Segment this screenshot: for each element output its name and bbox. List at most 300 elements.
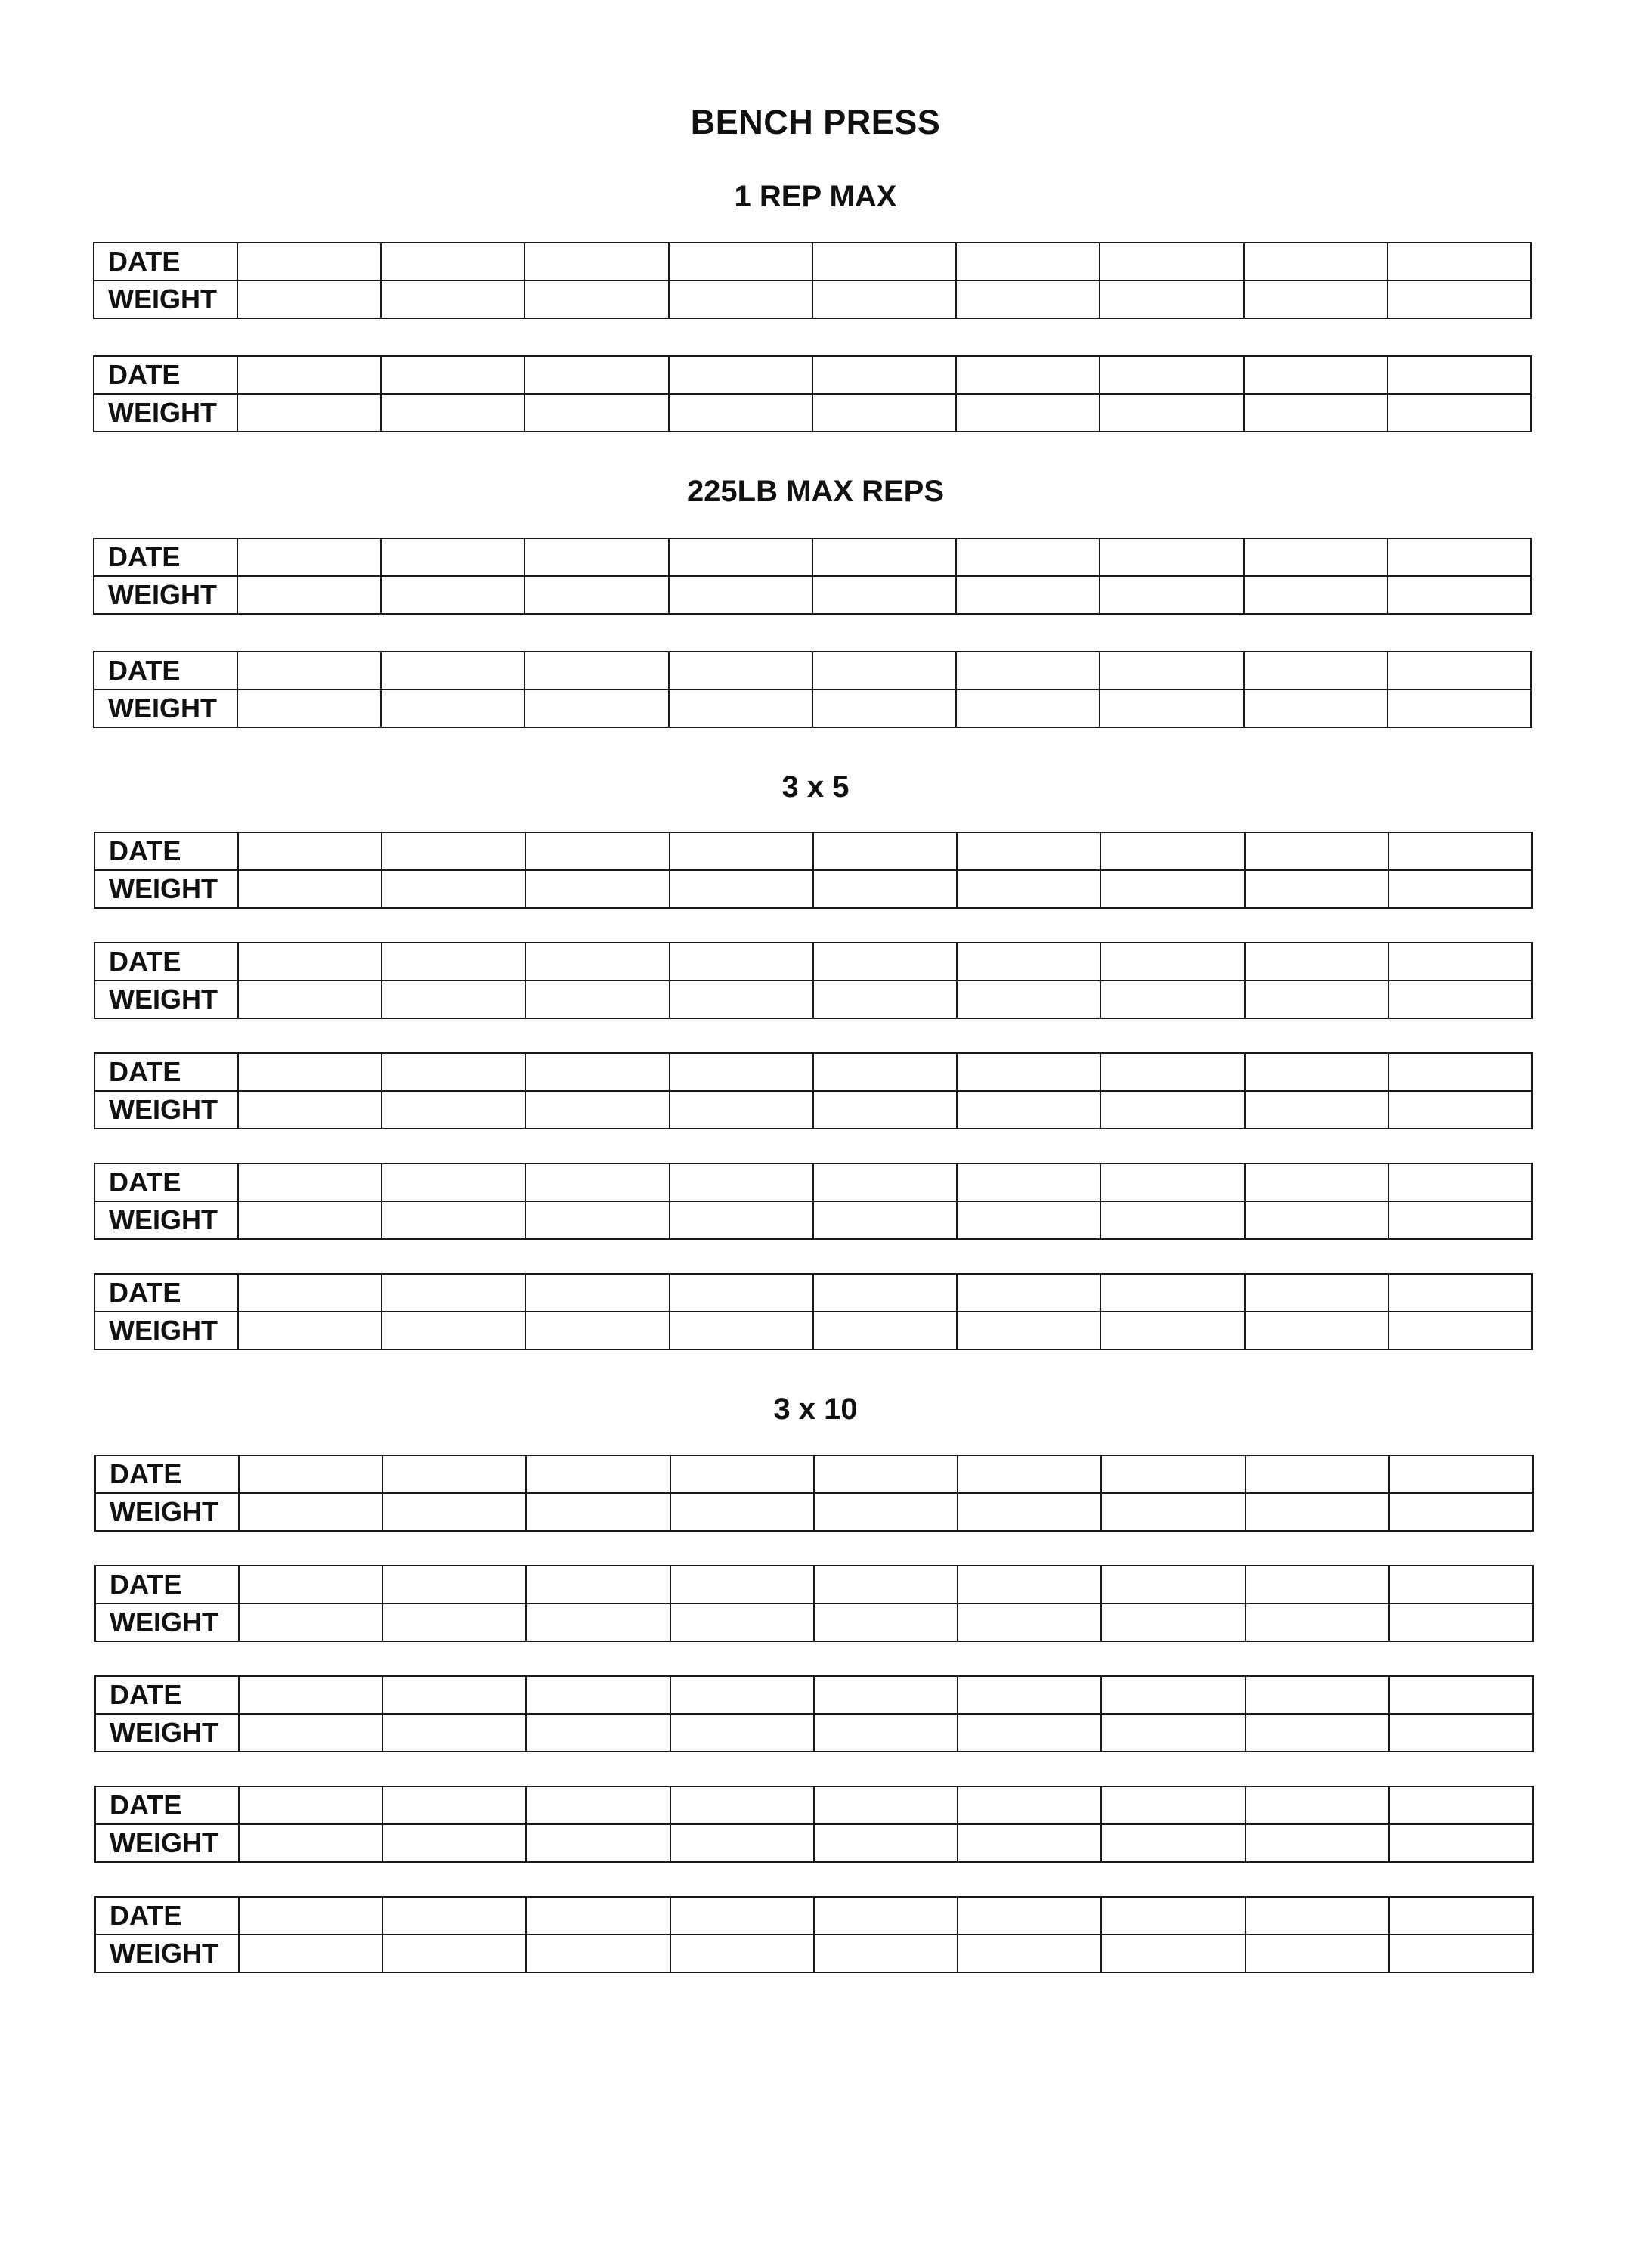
weight-cell[interactable]	[237, 280, 381, 318]
date-cell[interactable]	[1389, 1566, 1533, 1603]
weight-cell[interactable]	[957, 870, 1100, 908]
weight-cell[interactable]	[1100, 394, 1243, 432]
weight-cell[interactable]	[958, 1714, 1101, 1752]
weight-cell[interactable]	[382, 1714, 526, 1752]
date-cell[interactable]	[382, 1053, 525, 1091]
date-cell[interactable]	[814, 1676, 958, 1714]
date-cell[interactable]	[670, 1676, 814, 1714]
date-cell[interactable]	[1244, 243, 1388, 280]
weight-cell[interactable]	[813, 870, 957, 908]
date-cell[interactable]	[813, 1274, 957, 1312]
weight-cell[interactable]	[1100, 1312, 1244, 1349]
date-cell[interactable]	[958, 1676, 1101, 1714]
weight-cell[interactable]	[1246, 1824, 1389, 1862]
log-table	[93, 242, 1532, 319]
weight-cell[interactable]	[1245, 1091, 1388, 1129]
weight-cell[interactable]	[813, 981, 957, 1018]
weight-cell[interactable]	[670, 1824, 814, 1862]
weight-row	[94, 576, 1531, 614]
weight-cell[interactable]	[814, 1603, 958, 1641]
date-cell[interactable]	[670, 1566, 814, 1603]
date-cell[interactable]	[1246, 1566, 1389, 1603]
date-cell[interactable]	[669, 356, 812, 394]
date-label: DATE	[94, 538, 237, 576]
weight-cell[interactable]	[1100, 280, 1243, 318]
date-cell[interactable]	[382, 1566, 526, 1603]
date-cell[interactable]	[1388, 1053, 1532, 1091]
weight-cell[interactable]	[1100, 870, 1244, 908]
date-cell[interactable]	[1388, 832, 1532, 870]
date-cell[interactable]	[1101, 1897, 1245, 1935]
weight-cell[interactable]	[1246, 1603, 1389, 1641]
weight-cell[interactable]	[670, 1312, 813, 1349]
date-cell[interactable]	[1100, 832, 1244, 870]
weight-cell[interactable]	[1245, 1201, 1388, 1239]
weight-cell[interactable]	[382, 870, 525, 908]
weight-cell[interactable]	[670, 870, 813, 908]
date-cell[interactable]	[239, 1897, 382, 1935]
weight-cell[interactable]	[1101, 1603, 1245, 1641]
date-cell[interactable]	[1245, 1163, 1388, 1201]
weight-cell[interactable]	[239, 1714, 382, 1752]
date-cell[interactable]	[381, 243, 525, 280]
weight-cell[interactable]	[238, 1091, 382, 1129]
date-cell[interactable]	[382, 1163, 525, 1201]
weight-cell[interactable]	[670, 1603, 814, 1641]
weight-cell[interactable]	[526, 1824, 670, 1862]
weight-cell[interactable]	[382, 1312, 525, 1349]
weight-label: WEIGHT	[95, 1603, 239, 1641]
date-cell[interactable]	[957, 943, 1100, 981]
weight-cell[interactable]	[1388, 1201, 1532, 1239]
date-cell[interactable]	[237, 356, 381, 394]
date-cell[interactable]	[381, 538, 525, 576]
weight-cell[interactable]	[1388, 981, 1532, 1018]
weight-cell[interactable]	[669, 280, 812, 318]
date-cell[interactable]	[238, 1163, 382, 1201]
date-cell[interactable]	[957, 1274, 1100, 1312]
date-cell[interactable]	[239, 1455, 382, 1493]
date-cell[interactable]	[813, 1163, 957, 1201]
weight-cell[interactable]	[382, 1493, 526, 1531]
date-cell[interactable]	[1388, 356, 1531, 394]
weight-cell[interactable]	[381, 576, 525, 614]
weight-cell[interactable]	[956, 394, 1100, 432]
date-cell[interactable]	[956, 538, 1100, 576]
date-cell[interactable]	[1246, 1786, 1389, 1824]
date-cell[interactable]	[812, 538, 956, 576]
date-cell[interactable]	[957, 1163, 1100, 1201]
weight-cell[interactable]	[958, 1935, 1101, 1972]
date-row	[94, 1053, 1532, 1091]
date-cell[interactable]	[1245, 832, 1388, 870]
weight-cell[interactable]	[525, 1091, 669, 1129]
weight-cell[interactable]	[525, 1312, 669, 1349]
date-cell[interactable]	[237, 538, 381, 576]
date-cell[interactable]	[669, 538, 812, 576]
weight-cell[interactable]	[1389, 1714, 1533, 1752]
date-cell[interactable]	[669, 243, 812, 280]
date-label: DATE	[94, 243, 237, 280]
date-cell[interactable]	[812, 243, 956, 280]
date-cell[interactable]	[1389, 1786, 1533, 1824]
date-cell[interactable]	[382, 1676, 526, 1714]
weight-cell[interactable]	[812, 280, 956, 318]
date-label: DATE	[95, 1455, 239, 1493]
weight-cell[interactable]	[957, 981, 1100, 1018]
weight-cell[interactable]	[812, 689, 956, 727]
weight-cell[interactable]	[1100, 1201, 1244, 1239]
weight-cell[interactable]	[382, 1824, 526, 1862]
date-cell[interactable]	[1389, 1676, 1533, 1714]
weight-cell[interactable]	[670, 1714, 814, 1752]
weight-cell[interactable]	[958, 1603, 1101, 1641]
date-cell[interactable]	[1244, 356, 1388, 394]
weight-cell[interactable]	[238, 1312, 382, 1349]
date-label: DATE	[95, 1676, 239, 1714]
weight-cell[interactable]	[525, 280, 668, 318]
weight-cell[interactable]	[1245, 1312, 1388, 1349]
date-cell[interactable]	[956, 243, 1100, 280]
date-cell[interactable]	[956, 356, 1100, 394]
date-cell[interactable]	[812, 356, 956, 394]
weight-row	[94, 1091, 1532, 1129]
date-cell[interactable]	[526, 1566, 670, 1603]
weight-cell[interactable]	[238, 981, 382, 1018]
log-table	[94, 1163, 1533, 1240]
weight-cell[interactable]	[812, 394, 956, 432]
date-cell[interactable]	[237, 652, 381, 689]
weight-cell[interactable]	[238, 870, 382, 908]
weight-cell[interactable]	[1389, 1603, 1533, 1641]
date-cell[interactable]	[382, 1274, 525, 1312]
weight-cell[interactable]	[669, 576, 812, 614]
date-cell[interactable]	[238, 832, 382, 870]
weight-cell[interactable]	[1246, 1493, 1389, 1531]
weight-cell[interactable]	[1388, 280, 1531, 318]
date-cell[interactable]	[1100, 243, 1243, 280]
date-cell[interactable]	[814, 1455, 958, 1493]
weight-cell[interactable]	[957, 1312, 1100, 1349]
date-label: DATE	[94, 1053, 238, 1091]
date-cell[interactable]	[526, 1455, 670, 1493]
date-cell[interactable]	[1388, 652, 1531, 689]
date-cell[interactable]	[670, 1455, 814, 1493]
weight-cell[interactable]	[1388, 689, 1531, 727]
date-cell[interactable]	[1100, 652, 1243, 689]
weight-cell[interactable]	[1389, 1824, 1533, 1862]
date-cell[interactable]	[1245, 1274, 1388, 1312]
weight-cell[interactable]	[813, 1312, 957, 1349]
date-row	[94, 538, 1531, 576]
weight-cell[interactable]	[670, 1935, 814, 1972]
date-cell[interactable]	[525, 832, 669, 870]
date-cell[interactable]	[813, 1053, 957, 1091]
weight-cell[interactable]	[382, 1603, 526, 1641]
weight-row	[94, 689, 1531, 727]
date-cell[interactable]	[1100, 943, 1244, 981]
weight-cell[interactable]	[1389, 1935, 1533, 1972]
section-heading-3x10: 3 x 10	[773, 1393, 858, 1426]
date-row	[95, 1676, 1533, 1714]
date-cell[interactable]	[956, 652, 1100, 689]
date-cell[interactable]	[382, 1786, 526, 1824]
weight-cell[interactable]	[1244, 394, 1388, 432]
date-cell[interactable]	[239, 1566, 382, 1603]
weight-cell[interactable]	[525, 870, 669, 908]
date-cell[interactable]	[814, 1897, 958, 1935]
weight-cell[interactable]	[525, 1201, 669, 1239]
weight-cell[interactable]	[237, 576, 381, 614]
weight-cell[interactable]	[1246, 1935, 1389, 1972]
weight-cell[interactable]	[670, 1091, 813, 1129]
weight-cell[interactable]	[1100, 689, 1243, 727]
weight-row	[94, 1312, 1532, 1349]
date-cell[interactable]	[526, 1676, 670, 1714]
date-cell[interactable]	[670, 1897, 814, 1935]
date-cell[interactable]	[957, 1053, 1100, 1091]
weight-cell[interactable]	[1244, 280, 1388, 318]
weight-cell[interactable]	[813, 1201, 957, 1239]
date-cell[interactable]	[382, 1897, 526, 1935]
weight-cell[interactable]	[382, 1935, 526, 1972]
log-table	[94, 1786, 1534, 1863]
weight-cell[interactable]	[1245, 981, 1388, 1018]
date-cell[interactable]	[381, 652, 525, 689]
weight-cell[interactable]	[381, 394, 525, 432]
weight-cell[interactable]	[1388, 870, 1532, 908]
date-cell[interactable]	[812, 652, 956, 689]
weight-cell[interactable]	[239, 1935, 382, 1972]
date-cell[interactable]	[238, 1053, 382, 1091]
weight-cell[interactable]	[814, 1493, 958, 1531]
date-cell[interactable]	[1101, 1676, 1245, 1714]
weight-cell[interactable]	[956, 689, 1100, 727]
date-cell[interactable]	[670, 1163, 813, 1201]
date-cell[interactable]	[670, 1053, 813, 1091]
date-cell[interactable]	[525, 243, 668, 280]
weight-cell[interactable]	[814, 1935, 958, 1972]
date-cell[interactable]	[1388, 943, 1532, 981]
weight-row	[94, 280, 1531, 318]
weight-cell[interactable]	[813, 1091, 957, 1129]
weight-cell[interactable]	[381, 280, 525, 318]
date-cell[interactable]	[670, 943, 813, 981]
date-cell[interactable]	[1100, 1163, 1244, 1201]
section-heading-3x5: 3 x 5	[781, 770, 850, 804]
date-row	[94, 1163, 1532, 1201]
weight-cell[interactable]	[1101, 1493, 1245, 1531]
date-cell[interactable]	[670, 1786, 814, 1824]
weight-cell[interactable]	[382, 1091, 525, 1129]
date-cell[interactable]	[525, 1053, 669, 1091]
date-label: DATE	[94, 652, 237, 689]
date-cell[interactable]	[1100, 356, 1243, 394]
date-cell[interactable]	[237, 243, 381, 280]
date-cell[interactable]	[525, 652, 668, 689]
weight-cell[interactable]	[670, 1493, 814, 1531]
date-cell[interactable]	[382, 832, 525, 870]
date-cell[interactable]	[814, 1786, 958, 1824]
weight-cell[interactable]	[670, 1201, 813, 1239]
weight-cell[interactable]	[1101, 1714, 1245, 1752]
date-cell[interactable]	[1389, 1897, 1533, 1935]
weight-cell[interactable]	[525, 689, 668, 727]
date-cell[interactable]	[1244, 652, 1388, 689]
date-cell[interactable]	[958, 1897, 1101, 1935]
date-label: DATE	[95, 1786, 239, 1824]
weight-cell[interactable]	[1246, 1714, 1389, 1752]
date-row	[94, 652, 1531, 689]
weight-cell[interactable]	[382, 1201, 525, 1239]
weight-row	[94, 394, 1531, 432]
date-cell[interactable]	[670, 1274, 813, 1312]
weight-cell[interactable]	[525, 394, 668, 432]
date-cell[interactable]	[1245, 943, 1388, 981]
date-cell[interactable]	[670, 832, 813, 870]
weight-cell[interactable]	[525, 981, 669, 1018]
date-cell[interactable]	[957, 832, 1100, 870]
date-cell[interactable]	[525, 356, 668, 394]
date-cell[interactable]	[238, 943, 382, 981]
weight-label: WEIGHT	[94, 1201, 238, 1239]
weight-cell[interactable]	[1388, 576, 1531, 614]
weight-cell[interactable]	[237, 394, 381, 432]
weight-cell[interactable]	[670, 981, 813, 1018]
weight-cell[interactable]	[381, 689, 525, 727]
date-cell[interactable]	[1388, 1163, 1532, 1201]
weight-cell[interactable]	[957, 1091, 1100, 1129]
date-cell[interactable]	[1388, 538, 1531, 576]
log-table	[94, 1052, 1533, 1129]
date-cell[interactable]	[525, 943, 669, 981]
weight-cell[interactable]	[239, 1824, 382, 1862]
date-cell[interactable]	[525, 1163, 669, 1201]
date-row	[95, 1786, 1533, 1824]
weight-cell[interactable]	[237, 689, 381, 727]
weight-cell[interactable]	[669, 394, 812, 432]
date-cell[interactable]	[239, 1676, 382, 1714]
date-cell[interactable]	[526, 1786, 670, 1824]
weight-cell[interactable]	[1101, 1824, 1245, 1862]
weight-cell[interactable]	[1245, 870, 1388, 908]
date-label: DATE	[95, 1566, 239, 1603]
log-table	[94, 942, 1533, 1019]
date-cell[interactable]	[1101, 1566, 1245, 1603]
date-cell[interactable]	[1388, 243, 1531, 280]
date-label: DATE	[94, 943, 238, 981]
weight-cell[interactable]	[1101, 1935, 1245, 1972]
weight-cell[interactable]	[814, 1824, 958, 1862]
weight-label: WEIGHT	[95, 1824, 239, 1862]
date-cell[interactable]	[813, 832, 957, 870]
date-cell[interactable]	[958, 1786, 1101, 1824]
weight-cell[interactable]	[957, 1201, 1100, 1239]
weight-cell[interactable]	[526, 1714, 670, 1752]
date-cell[interactable]	[958, 1566, 1101, 1603]
date-cell[interactable]	[1101, 1455, 1245, 1493]
date-cell[interactable]	[525, 1274, 669, 1312]
date-cell[interactable]	[813, 943, 957, 981]
date-cell[interactable]	[669, 652, 812, 689]
log-table	[94, 1565, 1534, 1642]
date-cell[interactable]	[1246, 1676, 1389, 1714]
weight-row	[94, 1201, 1532, 1239]
weight-cell[interactable]	[1100, 576, 1243, 614]
weight-cell[interactable]	[239, 1493, 382, 1531]
weight-cell[interactable]	[526, 1493, 670, 1531]
weight-cell[interactable]	[669, 689, 812, 727]
date-cell[interactable]	[958, 1455, 1101, 1493]
date-row	[94, 832, 1532, 870]
date-cell[interactable]	[525, 538, 668, 576]
date-cell[interactable]	[1101, 1786, 1245, 1824]
weight-row	[94, 981, 1532, 1018]
weight-cell[interactable]	[1388, 1312, 1532, 1349]
section-heading-225lb-max-reps: 225LB MAX REPS	[686, 475, 945, 508]
weight-cell[interactable]	[526, 1603, 670, 1641]
date-cell[interactable]	[1100, 538, 1243, 576]
date-cell[interactable]	[1245, 1053, 1388, 1091]
date-cell[interactable]	[1100, 1053, 1244, 1091]
date-cell[interactable]	[1244, 538, 1388, 576]
weight-cell[interactable]	[956, 280, 1100, 318]
date-cell[interactable]	[526, 1897, 670, 1935]
log-table	[94, 1675, 1534, 1752]
weight-cell[interactable]	[956, 576, 1100, 614]
log-table	[93, 651, 1532, 728]
date-label: DATE	[94, 356, 237, 394]
date-cell[interactable]	[1246, 1897, 1389, 1935]
weight-cell[interactable]	[958, 1824, 1101, 1862]
weight-cell[interactable]	[1389, 1493, 1533, 1531]
weight-cell[interactable]	[526, 1935, 670, 1972]
weight-cell[interactable]	[1244, 689, 1388, 727]
weight-row	[94, 870, 1532, 908]
weight-cell[interactable]	[238, 1201, 382, 1239]
weight-cell[interactable]	[239, 1603, 382, 1641]
date-cell[interactable]	[382, 1455, 526, 1493]
date-cell[interactable]	[814, 1566, 958, 1603]
weight-row	[95, 1714, 1533, 1752]
weight-cell[interactable]	[1244, 576, 1388, 614]
weight-cell[interactable]	[525, 576, 668, 614]
date-cell[interactable]	[382, 943, 525, 981]
date-cell[interactable]	[1388, 1274, 1532, 1312]
weight-cell[interactable]	[812, 576, 956, 614]
date-cell[interactable]	[1246, 1455, 1389, 1493]
date-cell[interactable]	[381, 356, 525, 394]
weight-cell[interactable]	[1100, 981, 1244, 1018]
weight-cell[interactable]	[1388, 394, 1531, 432]
date-cell[interactable]	[239, 1786, 382, 1824]
date-cell[interactable]	[1389, 1455, 1533, 1493]
log-table	[94, 832, 1533, 909]
weight-label: WEIGHT	[94, 981, 238, 1018]
date-row	[95, 1455, 1533, 1493]
date-row	[94, 943, 1532, 981]
date-cell[interactable]	[1100, 1274, 1244, 1312]
weight-label: WEIGHT	[95, 1493, 239, 1531]
weight-label: WEIGHT	[95, 1935, 239, 1972]
weight-cell[interactable]	[382, 981, 525, 1018]
date-cell[interactable]	[238, 1274, 382, 1312]
date-label: DATE	[94, 1163, 238, 1201]
weight-cell[interactable]	[1100, 1091, 1244, 1129]
weight-cell[interactable]	[958, 1493, 1101, 1531]
weight-cell[interactable]	[1388, 1091, 1532, 1129]
weight-cell[interactable]	[814, 1714, 958, 1752]
